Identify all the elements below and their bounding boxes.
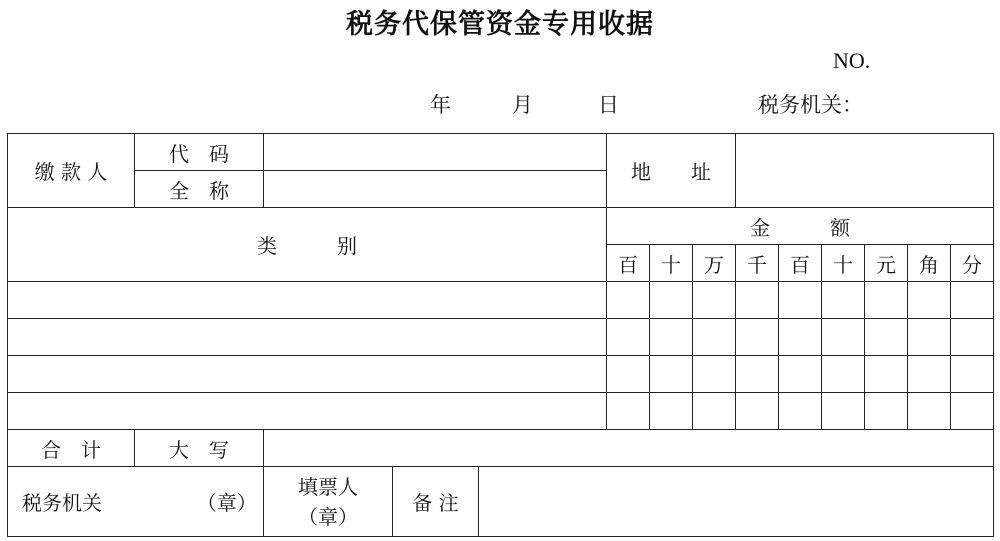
category-cell[interactable]	[8, 393, 607, 430]
amount-cell[interactable]	[607, 319, 650, 356]
amount-cell[interactable]	[865, 319, 908, 356]
amount-unit: 十	[650, 245, 693, 282]
amount-cell[interactable]	[607, 282, 650, 319]
drawer-seal-label: （章）	[298, 504, 358, 529]
amount-unit: 千	[736, 245, 779, 282]
capital-amount-label: 大 写	[135, 430, 264, 467]
amount-cell[interactable]	[693, 282, 736, 319]
table-row	[8, 393, 994, 430]
address-field[interactable]	[736, 134, 994, 208]
amount-unit: 百	[607, 245, 650, 282]
amount-cell[interactable]	[607, 356, 650, 393]
tax-office-seal-label: 税务机关	[22, 491, 102, 515]
table-row	[8, 356, 994, 393]
amount-cell[interactable]	[822, 356, 865, 393]
remarks-label: 备 注	[393, 467, 479, 537]
amount-cell[interactable]	[908, 282, 951, 319]
tax-office-seal-cell	[8, 467, 264, 537]
amount-cell[interactable]	[736, 319, 779, 356]
document-title: 税务代保管资金专用收据	[346, 9, 654, 40]
category-cell[interactable]	[8, 356, 607, 393]
amount-cell[interactable]	[736, 356, 779, 393]
amount-cell[interactable]	[865, 356, 908, 393]
amount-cell[interactable]	[908, 319, 951, 356]
total-label: 合 计	[8, 430, 135, 467]
table-row	[8, 282, 994, 319]
seal-label: （章）	[196, 491, 257, 515]
amount-cell[interactable]	[650, 319, 693, 356]
amount-cell[interactable]	[779, 319, 822, 356]
category-cell[interactable]	[8, 282, 607, 319]
amount-cell[interactable]	[607, 393, 650, 430]
amount-cell[interactable]	[951, 356, 994, 393]
amount-unit: 十	[822, 245, 865, 282]
amount-cell[interactable]	[779, 282, 822, 319]
amount-cell[interactable]	[650, 356, 693, 393]
amount-cell[interactable]	[693, 393, 736, 430]
payer-label: 缴 款 人	[8, 134, 135, 208]
receipt-number-label: NO.	[833, 48, 871, 73]
remarks-field[interactable]	[479, 467, 994, 537]
amount-unit: 百	[779, 245, 822, 282]
amount-cell[interactable]	[650, 393, 693, 430]
amount-cell[interactable]	[951, 282, 994, 319]
date-month-label: 月	[512, 93, 533, 117]
amount-cell[interactable]	[822, 282, 865, 319]
address-label: 地 址	[607, 134, 736, 208]
fullname-field[interactable]	[264, 171, 607, 208]
code-field[interactable]	[264, 134, 607, 171]
date-day-label: 日	[598, 93, 619, 117]
fullname-label: 全 称	[135, 171, 264, 208]
amount-cell[interactable]	[693, 356, 736, 393]
amount-cell[interactable]	[650, 282, 693, 319]
amount-cell[interactable]	[736, 282, 779, 319]
drawer-cell	[264, 467, 393, 537]
amount-unit: 万	[693, 245, 736, 282]
amount-cell[interactable]	[908, 393, 951, 430]
amount-cell[interactable]	[822, 393, 865, 430]
code-label: 代 码	[135, 134, 264, 171]
amount-cell[interactable]	[865, 282, 908, 319]
capital-amount-field[interactable]	[264, 430, 994, 467]
amount-cell[interactable]	[693, 319, 736, 356]
amount-cell[interactable]	[908, 356, 951, 393]
tax-office-label: 税务机关：	[758, 93, 863, 117]
category-cell[interactable]	[8, 319, 607, 356]
drawer-label: 填票人	[298, 474, 358, 499]
receipt-table	[7, 133, 994, 537]
table-row	[8, 319, 994, 356]
amount-unit: 分	[951, 245, 994, 282]
category-header: 类 别	[8, 208, 607, 282]
amount-cell[interactable]	[736, 393, 779, 430]
amount-cell[interactable]	[779, 356, 822, 393]
amount-cell[interactable]	[779, 393, 822, 430]
amount-cell[interactable]	[822, 319, 865, 356]
amount-cell[interactable]	[951, 319, 994, 356]
amount-cell[interactable]	[865, 393, 908, 430]
amount-unit: 角	[908, 245, 951, 282]
amount-cell[interactable]	[951, 393, 994, 430]
amount-header: 金 额	[607, 208, 994, 245]
date-year-label: 年	[430, 93, 451, 117]
amount-unit: 元	[865, 245, 908, 282]
